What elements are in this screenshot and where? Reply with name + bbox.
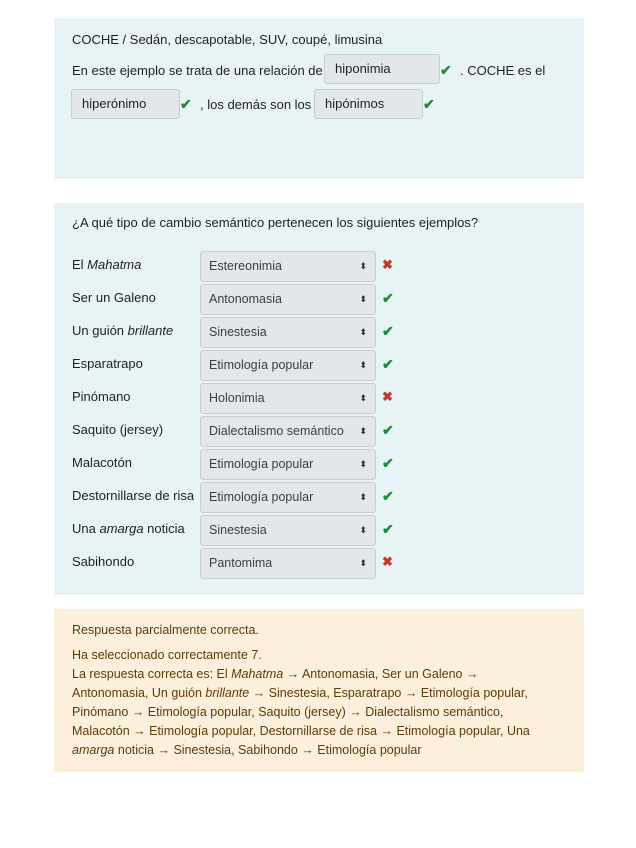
correct-icon: ✔ xyxy=(382,488,394,504)
question-1-prompt: COCHE / Sedán, descapotable, SUV, coupé, limusina xyxy=(72,32,383,47)
correct-icon: ✔ xyxy=(382,323,394,339)
match-row xyxy=(54,383,584,414)
match-row-label: Una amarga noticia xyxy=(72,521,185,536)
blank-1-correct-icon: ✔ xyxy=(440,62,452,78)
blank-3-correct-icon: ✔ xyxy=(423,96,435,112)
feedback-panel xyxy=(54,609,584,772)
correct-icon: ✔ xyxy=(382,422,394,438)
question-1-text-c: , los demás son los xyxy=(200,97,312,112)
feedback-correct-answer: La respuesta correcta es: El Mahatma → Antonomasia, Ser un Galeno → Antonomasia, Un guión brillante → Sinestesia, Esparatrapo → Etimología popular, Pinómano → Etimología popular, Saquito (jersey) → Dialectalismo semántico, Malacotón → Etimología popular, Destornillarse de risa → Etimología popular, Una amarga noticia → Sinestesia, Sabihondo → Etimología popular xyxy=(72,667,530,757)
correct-icon: ✔ xyxy=(382,290,394,306)
match-row-select[interactable]: Etimología popular ⬍ xyxy=(200,482,376,513)
select-arrows-icon: ⬍ xyxy=(359,261,367,271)
match-row xyxy=(54,350,584,381)
correct-icon: ✔ xyxy=(382,521,394,537)
match-row-label: Pinómano xyxy=(72,389,131,404)
question-1-text-a: En este ejemplo se trata de una relación de xyxy=(72,63,323,78)
question-1-text-b: . COCHE es el xyxy=(460,63,546,78)
question-1-panel xyxy=(54,18,584,179)
question-2-panel xyxy=(54,203,584,595)
blank-1-input[interactable]: hiponimia xyxy=(324,54,440,84)
incorrect-icon: ✖ xyxy=(382,554,393,569)
match-row-label: Un guión brillante xyxy=(72,323,174,338)
correct-icon: ✔ xyxy=(382,356,394,372)
match-row-select[interactable]: Antonomasia ⬍ xyxy=(200,284,376,315)
blank-2-input[interactable]: hiperónimo xyxy=(71,89,180,119)
match-row xyxy=(54,416,584,447)
correct-icon: ✔ xyxy=(382,455,394,471)
select-arrows-icon: ⬍ xyxy=(359,459,367,469)
question-2-prompt: ¿A qué tipo de cambio semántico pertenecen los siguientes ejemplos? xyxy=(72,215,479,230)
incorrect-icon: ✖ xyxy=(382,389,393,404)
match-row-select[interactable]: Sinestesia ⬍ xyxy=(200,317,376,348)
match-row-label: Saquito (jersey) xyxy=(72,422,164,437)
feedback-status: Respuesta parcialmente correcta. xyxy=(72,623,259,637)
blank-3-input[interactable]: hipónimos xyxy=(314,89,423,119)
match-row-label: Sabihondo xyxy=(72,554,135,569)
select-arrows-icon: ⬍ xyxy=(359,294,367,304)
match-row xyxy=(54,317,584,348)
select-arrows-icon: ⬍ xyxy=(359,525,367,535)
match-row-label: Malacotón xyxy=(72,455,132,470)
match-row-select[interactable]: Holonimia ⬍ xyxy=(200,383,376,414)
match-row-select[interactable]: Dialectalismo semántico ⬍ xyxy=(200,416,376,447)
match-row-select[interactable]: Estereonimia ⬍ xyxy=(200,251,376,282)
match-row-select[interactable]: Etimología popular ⬍ xyxy=(200,350,376,381)
match-row xyxy=(54,251,584,282)
select-arrows-icon: ⬍ xyxy=(359,426,367,436)
match-row-label: Destornillarse de risa xyxy=(72,488,195,503)
feedback-count: Ha seleccionado correctamente 7. xyxy=(72,648,262,662)
match-row xyxy=(54,482,584,513)
match-row-label: Ser un Galeno xyxy=(72,290,156,305)
match-row xyxy=(54,449,584,480)
match-row-select[interactable]: Pantomima ⬍ xyxy=(200,548,376,579)
incorrect-icon: ✖ xyxy=(382,257,393,272)
select-arrows-icon: ⬍ xyxy=(359,393,367,403)
match-row xyxy=(54,548,584,579)
match-row-label: Esparatrapo xyxy=(72,356,143,371)
select-arrows-icon: ⬍ xyxy=(359,327,367,337)
select-arrows-icon: ⬍ xyxy=(359,492,367,502)
match-row-select[interactable]: Etimología popular ⬍ xyxy=(200,449,376,480)
match-row-label: El Mahatma xyxy=(72,257,142,272)
match-row xyxy=(54,515,584,546)
blank-2-correct-icon: ✔ xyxy=(180,96,192,112)
match-row-select[interactable]: Sinestesia ⬍ xyxy=(200,515,376,546)
select-arrows-icon: ⬍ xyxy=(359,558,367,568)
select-arrows-icon: ⬍ xyxy=(359,360,367,370)
match-row xyxy=(54,284,584,315)
